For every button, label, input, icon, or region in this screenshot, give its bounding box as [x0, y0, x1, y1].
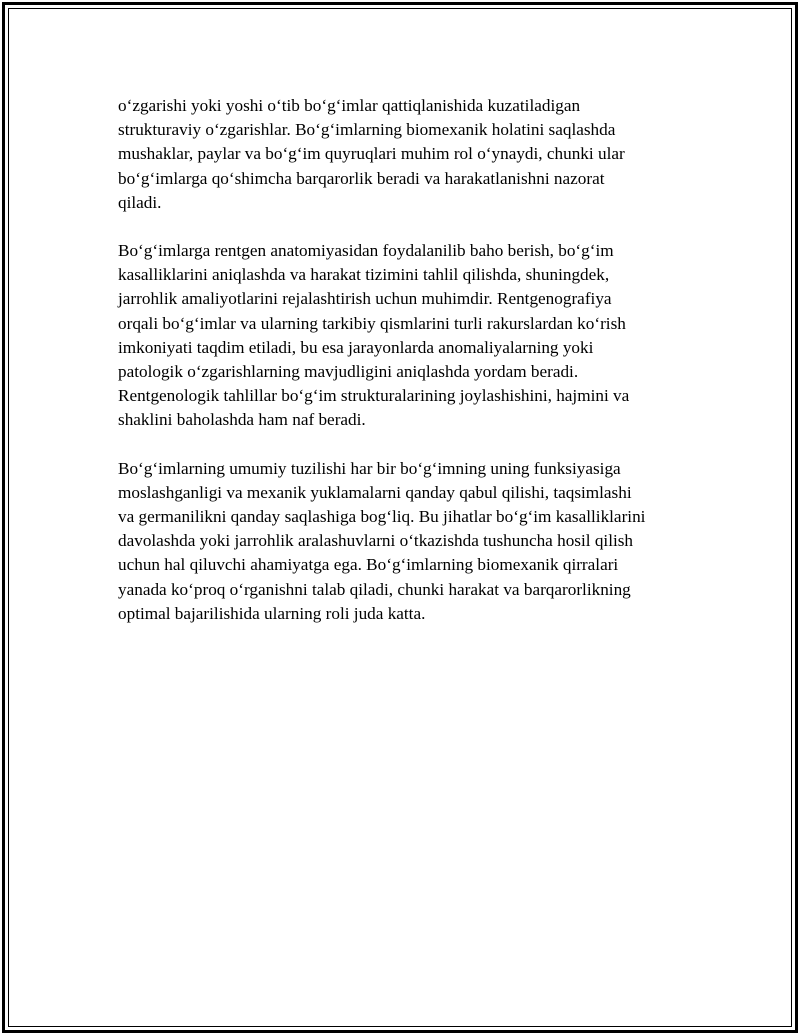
text-line: jarrohlik amaliyotlarini rejalashtirish uchun muhimdir. Rentgenografiya	[118, 289, 612, 309]
text-line: imkoniyati taqdim etiladi, bu esa jarayonlarda anomaliyalarning yoki	[118, 337, 594, 357]
text-line: yanada ko‘proq o‘rganishni talab qiladi, chunki harakat va barqarorlikning	[118, 579, 631, 599]
text-line: orqali bo‘g‘imlar va ularning tarkibiy qismlarini turli rakurslardan ko‘rish	[118, 313, 626, 333]
paragraph-3	[118, 457, 718, 626]
text-line: Bo‘g‘imlarga rentgen anatomiyasidan foydalanilib baho berish, bo‘g‘im	[118, 241, 614, 261]
text-line: Bo‘g‘imlarning umumiy tuzilishi har bir bo‘g‘imning uning funksiyasiga	[118, 458, 621, 478]
text-line: davolashda yoki jarrohlik aralashuvlarni o‘tkazishda tushuncha hosil qilish	[118, 531, 634, 551]
text-line: shaklini baholashda ham naf beradi.	[118, 410, 366, 430]
text-line: va germanilikni qanday saqlashiga bog‘liq. Bu jihatlar bo‘g‘im kasalliklarini	[118, 507, 646, 527]
text-line: bo‘g‘imlarga qo‘shimcha barqarorlik beradi va harakatlanishni nazorat	[118, 168, 605, 188]
text-line: Rentgenologik tahlillar bo‘g‘im strukturalarining joylashishini, hajmini va	[118, 386, 630, 406]
text-line: qiladi.	[118, 192, 162, 212]
text-line: optimal bajarilishida ularning roli juda katta.	[118, 603, 426, 623]
paragraph-2	[118, 239, 718, 433]
paragraph-1	[118, 94, 718, 215]
text-line: moslashganligi va mexanik yuklamalarni qanday qabul qilishi, taqsimlashi	[118, 482, 632, 502]
text-line: o‘zgarishi yoki yoshi o‘tib bo‘g‘imlar qattiqlanishida kuzatiladigan	[118, 96, 581, 115]
text-line: uchun hal qiluvchi ahamiyatga ega. Bo‘g‘imlarning biomexanik qirralari	[118, 555, 619, 575]
text-line: mushaklar, paylar va bo‘g‘im quyruqlari muhim rol o‘ynaydi, chunki ular	[118, 144, 625, 164]
text-line: strukturaviy o‘zgarishlar. Bo‘g‘imlarning biomexanik holatini saqlashda	[118, 120, 616, 140]
document-body	[118, 94, 718, 650]
text-line: patologik o‘zgarishlarning mavjudligini aniqlashda yordam beradi.	[118, 362, 579, 382]
text-line: kasalliklarini aniqlashda va harakat tizimini tahlil qilishda, shuningdek,	[118, 265, 610, 285]
